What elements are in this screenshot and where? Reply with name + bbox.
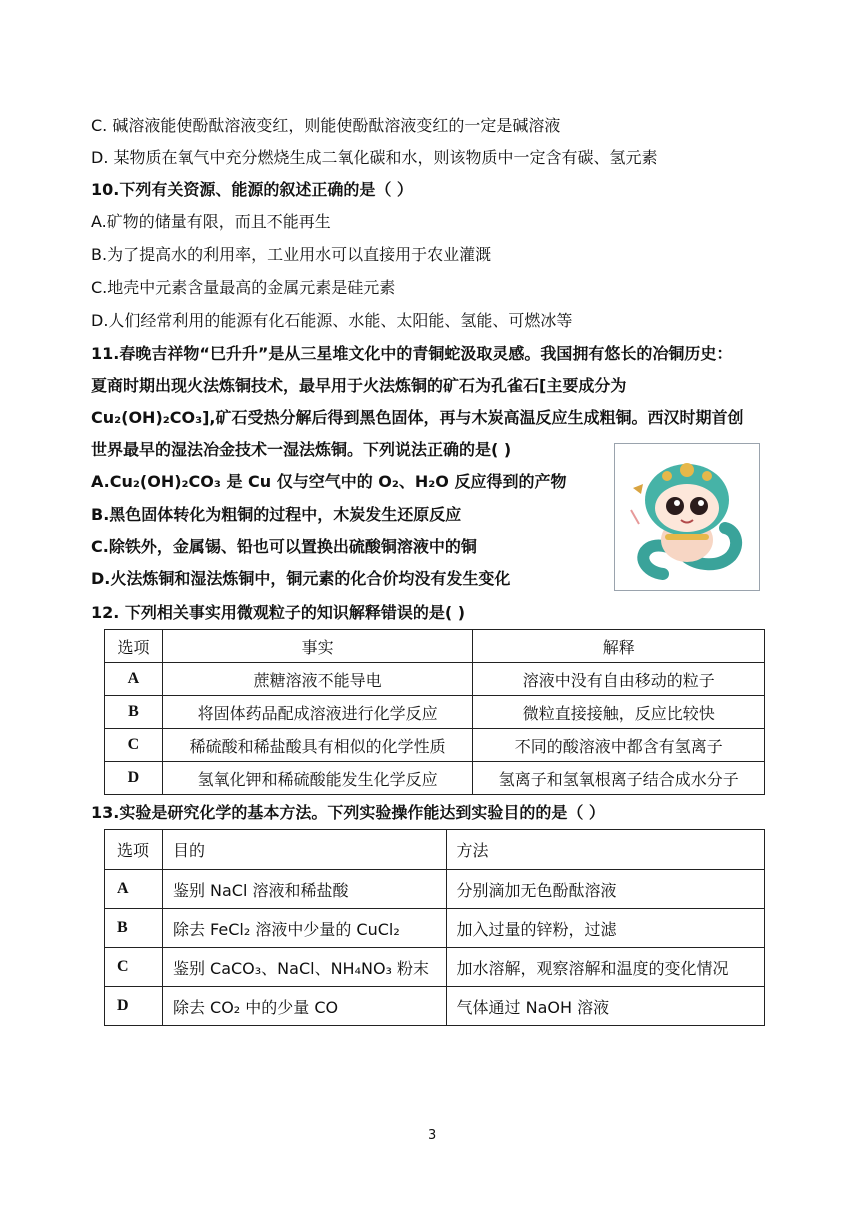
table-cell: 不同的酸溶液中都含有氢离子 [473,729,765,762]
line-10a: A.矿物的储量有限，而且不能再生 [91,212,331,231]
table-row [105,909,765,948]
page-number: 3 [428,1128,437,1143]
line-9d: D. 某物质在氧气中充分燃烧生成二氧化碳和水，则该物质中一定含有碳、氢元素 [91,148,658,167]
table-row [105,762,765,795]
table-cell: C [105,729,163,762]
table-question-13 [104,829,765,1026]
table-cell: A [105,663,163,696]
snake-mascot-icon [615,444,759,590]
table-row [105,987,765,1026]
table-cell: 分别滴加无色酚酞溶液 [446,870,764,909]
table-cell: 将固体药品配成溶液进行化学反应 [162,696,473,729]
question-11-line2: 夏商时期出现火法炼铜技术，最早用于火法炼铜的矿石为孔雀石[主要成分为 [91,376,627,395]
table-cell: 溶液中没有自由移动的粒子 [473,663,765,696]
table-cell: 解释 [473,630,765,663]
table-question-12 [104,629,765,795]
table-cell: C [105,948,163,987]
table-row [105,830,765,870]
table-cell: 蔗糖溶液不能导电 [162,663,473,696]
table-cell: 加入过量的锌粉，过滤 [446,909,764,948]
table-row [105,870,765,909]
table-row [105,948,765,987]
table-cell: 氢离子和氢氧根离子结合成水分子 [473,762,765,795]
table-row [105,729,765,762]
table-row [105,630,765,663]
table-cell: 选项 [105,830,163,870]
table-cell: 除去 FeCl₂ 溶液中少量的 CuCl₂ [162,909,446,948]
line-11d: D.火法炼铜和湿法炼铜中，铜元素的化合价均没有发生变化 [91,569,511,588]
line-9c: C. 碱溶液能使酚酞溶液变红，则能使酚酞溶液变红的一定是碱溶液 [91,116,561,135]
table-cell: 加水溶解，观察溶解和温度的变化情况 [446,948,764,987]
table-cell: D [105,762,163,795]
line-10c: C.地壳中元素含量最高的金属元素是硅元素 [91,278,396,297]
table-cell: D [105,987,163,1026]
question-10: 10.下列有关资源、能源的叙述正确的是（ ） [91,180,413,199]
table-row [105,663,765,696]
line-11c: C.除铁外，金属锡、铅也可以置换出硫酸铜溶液中的铜 [91,537,477,556]
table-cell: 事实 [162,630,473,663]
question-12: 12. 下列相关事实用微观粒子的知识解释错误的是( ) [91,603,466,622]
table-cell: 微粒直接接触，反应比较快 [473,696,765,729]
table-cell: 氢氧化钾和稀硫酸能发生化学反应 [162,762,473,795]
question-13: 13.实验是研究化学的基本方法。下列实验操作能达到实验目的的是（ ） [91,803,605,822]
table-cell: 方法 [446,830,764,870]
question-11-line3: Cu₂(OH)₂CO₃],矿石受热分解后得到黑色固体，再与木炭高温反应生成粗铜。西汉时期首创 [91,408,744,427]
snake-mascot-image [614,443,760,591]
table-cell: 目的 [162,830,446,870]
line-10d: D.人们经常利用的能源有化石能源、水能、太阳能、氢能、可燃冰等 [91,311,573,330]
table-cell: 除去 CO₂ 中的少量 CO [162,987,446,1026]
table-cell: 选项 [105,630,163,663]
question-11-line1: 11.春晚吉祥物“巳升升”是从三星堆文化中的青铜蛇汲取灵感。我国拥有悠长的冶铜历史： [91,344,733,363]
table-cell: B [105,696,163,729]
table-cell: 气体通过 NaOH 溶液 [446,987,764,1026]
line-11b: B.黑色固体转化为粗铜的过程中，木炭发生还原反应 [91,505,462,524]
table-cell: 鉴别 CaCO₃、NaCl、NH₄NO₃ 粉末 [162,948,446,987]
line-11a: A.Cu₂(OH)₂CO₃ 是 Cu 仅与空气中的 O₂、H₂O 反应得到的产物 [91,472,567,491]
table-row [105,696,765,729]
table-cell: B [105,909,163,948]
line-10b: B.为了提高水的利用率，工业用水可以直接用于农业灌溉 [91,245,492,264]
table-cell: 鉴别 NaCl 溶液和稀盐酸 [162,870,446,909]
question-11-line4: 世界最早的湿法冶金技术一湿法炼铜。下列说法正确的是( ) [91,440,512,459]
table-cell: A [105,870,163,909]
table-cell: 稀硫酸和稀盐酸具有相似的化学性质 [162,729,473,762]
